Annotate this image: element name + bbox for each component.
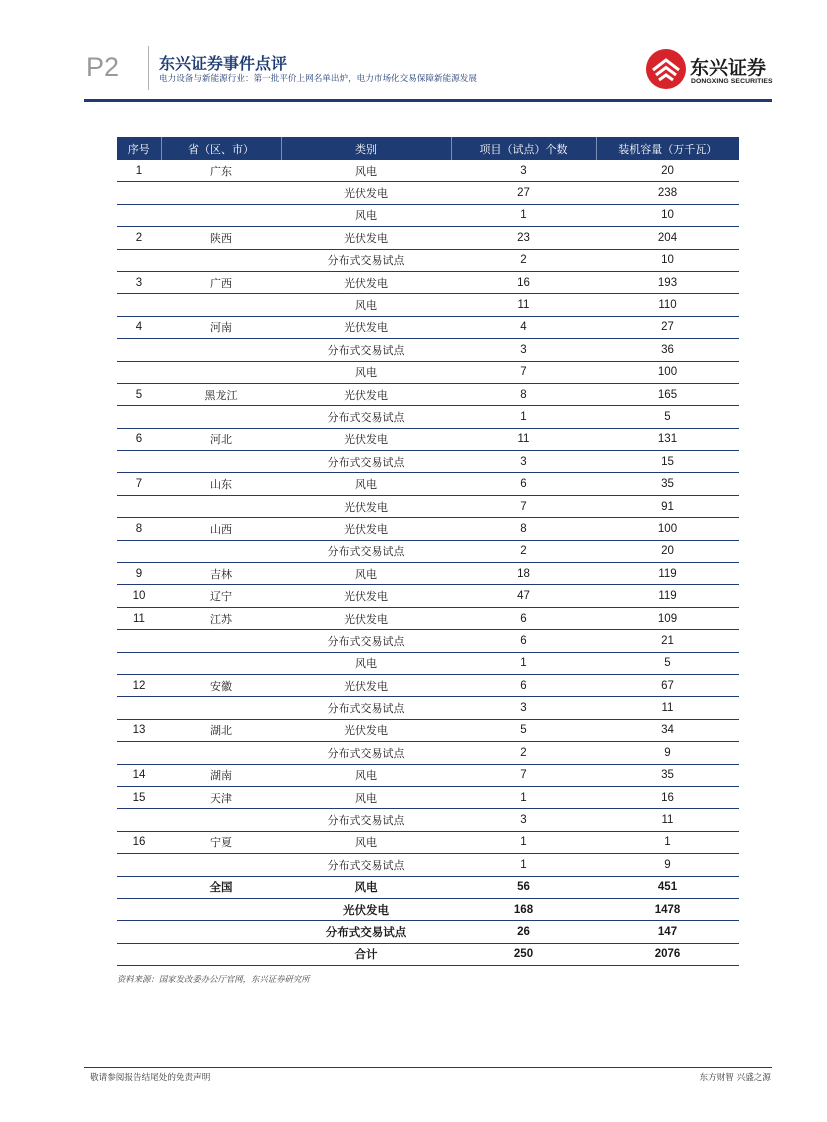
table-row: [117, 585, 739, 607]
summary-row: [117, 898, 739, 920]
cell-count: 1: [451, 786, 596, 808]
cell-capacity: 11: [596, 697, 739, 719]
cell-index: 3: [117, 271, 161, 293]
cell-province: 宁夏: [161, 831, 281, 853]
cell-index: 7: [117, 473, 161, 495]
cell-province: [161, 898, 281, 920]
cell-capacity: 16: [596, 786, 739, 808]
cell-capacity: 131: [596, 428, 739, 450]
cell-category: 光伏发电: [281, 585, 451, 607]
cell-category: 光伏发电: [281, 182, 451, 204]
cell-index: [117, 943, 161, 965]
cell-category: 风电: [281, 831, 451, 853]
cell-capacity: 9: [596, 742, 739, 764]
cell-category: 分布式交易试点: [281, 630, 451, 652]
cell-category: 光伏发电: [281, 495, 451, 517]
cell-index: [117, 361, 161, 383]
cell-province: [161, 182, 281, 204]
cell-category: 风电: [281, 786, 451, 808]
cell-count: 6: [451, 630, 596, 652]
cell-capacity: 20: [596, 160, 739, 182]
cell-index: [117, 249, 161, 271]
cell-count: 8: [451, 383, 596, 405]
cell-index: [117, 339, 161, 361]
cell-count: 8: [451, 518, 596, 540]
table-row: [117, 160, 739, 182]
cell-capacity: 193: [596, 271, 739, 293]
cell-capacity: 1478: [596, 898, 739, 920]
cell-capacity: 147: [596, 921, 739, 943]
cell-count: 2: [451, 249, 596, 271]
header-divider: [148, 46, 149, 90]
cell-province: [161, 294, 281, 316]
cell-capacity: 34: [596, 719, 739, 741]
cell-province: 江苏: [161, 607, 281, 629]
cell-province: 湖北: [161, 719, 281, 741]
summary-row: [117, 921, 739, 943]
header-rule: [84, 99, 772, 102]
cell-province: 黑龙江: [161, 383, 281, 405]
cell-capacity: 100: [596, 361, 739, 383]
cell-province: [161, 339, 281, 361]
footer-slogan: 东方财智 兴盛之源: [699, 1073, 771, 1083]
table-row: [117, 406, 739, 428]
cell-count: 5: [451, 719, 596, 741]
table-row: [117, 652, 739, 674]
cell-province: [161, 406, 281, 428]
cell-count: 2: [451, 742, 596, 764]
company-logo: [645, 48, 777, 90]
cell-province: [161, 249, 281, 271]
cell-capacity: 9: [596, 854, 739, 876]
table-row: [117, 204, 739, 226]
cell-capacity: 91: [596, 495, 739, 517]
cell-category: 分布式交易试点: [281, 854, 451, 876]
table-row: [117, 809, 739, 831]
cell-category: 分布式交易试点: [281, 921, 451, 943]
cell-count: 3: [451, 160, 596, 182]
cell-count: 250: [451, 943, 596, 965]
cell-category: 光伏发电: [281, 271, 451, 293]
cell-count: 6: [451, 473, 596, 495]
cell-category: 光伏发电: [281, 316, 451, 338]
cell-capacity: 11: [596, 809, 739, 831]
cell-capacity: 20: [596, 540, 739, 562]
col-header-index: 序号: [117, 137, 161, 160]
cell-count: 16: [451, 271, 596, 293]
cell-category: 风电: [281, 204, 451, 226]
cell-province: 河北: [161, 428, 281, 450]
report-subtitle: 电力设备与新能源行业：第一批平价上网名单出炉，电力市场化交易保障新能源发展: [159, 74, 477, 84]
table-row: [117, 697, 739, 719]
cell-category: 风电: [281, 764, 451, 786]
cell-index: 5: [117, 383, 161, 405]
cell-count: 3: [451, 339, 596, 361]
cell-count: 1: [451, 204, 596, 226]
table-row: [117, 630, 739, 652]
cell-capacity: 5: [596, 652, 739, 674]
cell-count: 1: [451, 854, 596, 876]
cell-capacity: 204: [596, 227, 739, 249]
project-table: [117, 137, 739, 966]
table-row: [117, 294, 739, 316]
cell-capacity: 2076: [596, 943, 739, 965]
cell-category: 风电: [281, 652, 451, 674]
cell-index: [117, 451, 161, 473]
table-row: [117, 227, 739, 249]
cell-index: [117, 204, 161, 226]
cell-index: [117, 854, 161, 876]
cell-index: 8: [117, 518, 161, 540]
table-row: [117, 719, 739, 741]
source-note: 资料来源：国家发改委办公厅官网，东兴证券研究所: [117, 974, 310, 984]
cell-category: 风电: [281, 563, 451, 585]
cell-category: 光伏发电: [281, 227, 451, 249]
cell-category: 分布式交易试点: [281, 742, 451, 764]
cell-category: 光伏发电: [281, 518, 451, 540]
cell-count: 6: [451, 607, 596, 629]
cell-province: 陕西: [161, 227, 281, 249]
cell-category: 风电: [281, 160, 451, 182]
cell-count: 7: [451, 764, 596, 786]
cell-count: 11: [451, 428, 596, 450]
cell-capacity: 100: [596, 518, 739, 540]
col-header-capacity: 装机容量（万千瓦）: [596, 137, 739, 160]
cell-province: [161, 921, 281, 943]
cell-category: 合计: [281, 943, 451, 965]
logo-text-en: DONGXING SECURITIES: [691, 78, 773, 85]
table-row: [117, 428, 739, 450]
table-row: [117, 182, 739, 204]
cell-count: 7: [451, 361, 596, 383]
cell-count: 2: [451, 540, 596, 562]
table-row: [117, 518, 739, 540]
cell-category: 风电: [281, 876, 451, 898]
cell-category: 分布式交易试点: [281, 451, 451, 473]
cell-index: 13: [117, 719, 161, 741]
cell-category: 分布式交易试点: [281, 809, 451, 831]
summary-row: [117, 876, 739, 898]
cell-capacity: 10: [596, 204, 739, 226]
cell-index: [117, 406, 161, 428]
cell-count: 27: [451, 182, 596, 204]
cell-index: [117, 742, 161, 764]
cell-index: 9: [117, 563, 161, 585]
col-header-count: 项目（试点）个数: [451, 137, 596, 160]
cell-count: 3: [451, 809, 596, 831]
cell-category: 分布式交易试点: [281, 540, 451, 562]
cell-index: [117, 809, 161, 831]
cell-capacity: 165: [596, 383, 739, 405]
cell-count: 4: [451, 316, 596, 338]
cell-category: 分布式交易试点: [281, 697, 451, 719]
table-row: [117, 451, 739, 473]
cell-capacity: 27: [596, 316, 739, 338]
cell-index: 2: [117, 227, 161, 249]
table-row: [117, 473, 739, 495]
cell-index: [117, 898, 161, 920]
cell-count: 3: [451, 451, 596, 473]
cell-province: [161, 652, 281, 674]
logo-mark-icon: [645, 48, 687, 90]
cell-index: [117, 630, 161, 652]
cell-category: 分布式交易试点: [281, 249, 451, 271]
table-row: [117, 540, 739, 562]
footer-rule: [84, 1067, 772, 1068]
cell-category: 分布式交易试点: [281, 339, 451, 361]
cell-capacity: 119: [596, 563, 739, 585]
cell-count: 3: [451, 697, 596, 719]
cell-index: [117, 495, 161, 517]
cell-province: [161, 204, 281, 226]
cell-index: [117, 921, 161, 943]
cell-index: 12: [117, 674, 161, 696]
page-number: P2: [86, 52, 120, 82]
col-header-category: 类别: [281, 137, 451, 160]
cell-index: 14: [117, 764, 161, 786]
cell-count: 26: [451, 921, 596, 943]
cell-province: [161, 630, 281, 652]
cell-province: 山西: [161, 518, 281, 540]
summary-row: [117, 943, 739, 965]
cell-category: 光伏发电: [281, 674, 451, 696]
cell-category: 风电: [281, 361, 451, 383]
cell-province: 河南: [161, 316, 281, 338]
cell-index: [117, 876, 161, 898]
cell-province: [161, 540, 281, 562]
cell-index: 15: [117, 786, 161, 808]
cell-province: 广东: [161, 160, 281, 182]
cell-capacity: 15: [596, 451, 739, 473]
table-row: [117, 831, 739, 853]
table-row: [117, 786, 739, 808]
cell-province: [161, 361, 281, 383]
cell-count: 47: [451, 585, 596, 607]
cell-category: 光伏发电: [281, 383, 451, 405]
cell-count: 7: [451, 495, 596, 517]
cell-index: [117, 652, 161, 674]
cell-category: 光伏发电: [281, 607, 451, 629]
cell-count: 56: [451, 876, 596, 898]
cell-count: 18: [451, 563, 596, 585]
cell-capacity: 35: [596, 473, 739, 495]
cell-index: 1: [117, 160, 161, 182]
report-title: 东兴证券事件点评: [159, 54, 288, 73]
table-row: [117, 271, 739, 293]
cell-capacity: 109: [596, 607, 739, 629]
table-row: [117, 316, 739, 338]
cell-capacity: 36: [596, 339, 739, 361]
cell-capacity: 110: [596, 294, 739, 316]
cell-province: 湖南: [161, 764, 281, 786]
cell-province: 天津: [161, 786, 281, 808]
footer-disclaimer: 敬请参阅报告结尾处的免责声明: [90, 1073, 211, 1083]
cell-province: [161, 495, 281, 517]
table-row: [117, 742, 739, 764]
cell-province: 辽宁: [161, 585, 281, 607]
cell-capacity: 21: [596, 630, 739, 652]
cell-capacity: 1: [596, 831, 739, 853]
cell-category: 风电: [281, 473, 451, 495]
cell-province: 全国: [161, 876, 281, 898]
cell-count: 168: [451, 898, 596, 920]
cell-index: [117, 697, 161, 719]
table-row: [117, 383, 739, 405]
cell-index: 4: [117, 316, 161, 338]
cell-capacity: 35: [596, 764, 739, 786]
cell-index: 16: [117, 831, 161, 853]
cell-province: 山东: [161, 473, 281, 495]
cell-province: [161, 809, 281, 831]
cell-category: 风电: [281, 294, 451, 316]
cell-index: 10: [117, 585, 161, 607]
cell-capacity: 5: [596, 406, 739, 428]
table-row: [117, 339, 739, 361]
cell-province: [161, 697, 281, 719]
cell-capacity: 119: [596, 585, 739, 607]
table-row: [117, 764, 739, 786]
cell-province: [161, 943, 281, 965]
cell-category: 光伏发电: [281, 428, 451, 450]
cell-count: 1: [451, 406, 596, 428]
cell-category: 光伏发电: [281, 898, 451, 920]
cell-capacity: 238: [596, 182, 739, 204]
cell-province: 吉林: [161, 563, 281, 585]
cell-province: [161, 451, 281, 473]
table-row: [117, 495, 739, 517]
table-row: [117, 361, 739, 383]
cell-category: 光伏发电: [281, 719, 451, 741]
table-row: [117, 563, 739, 585]
cell-capacity: 67: [596, 674, 739, 696]
cell-index: 6: [117, 428, 161, 450]
cell-count: 1: [451, 831, 596, 853]
table-row: [117, 249, 739, 271]
cell-count: 11: [451, 294, 596, 316]
cell-province: [161, 854, 281, 876]
col-header-province: 省（区、市）: [161, 137, 281, 160]
cell-count: 6: [451, 674, 596, 696]
cell-province: 安徽: [161, 674, 281, 696]
cell-capacity: 10: [596, 249, 739, 271]
cell-index: [117, 182, 161, 204]
table-header-row: [117, 137, 739, 160]
cell-count: 1: [451, 652, 596, 674]
table-row: [117, 607, 739, 629]
cell-index: [117, 540, 161, 562]
cell-province: 广西: [161, 271, 281, 293]
cell-count: 23: [451, 227, 596, 249]
cell-capacity: 451: [596, 876, 739, 898]
cell-index: 11: [117, 607, 161, 629]
logo-text-cn: 东兴证券: [690, 57, 767, 79]
cell-province: [161, 742, 281, 764]
cell-category: 分布式交易试点: [281, 406, 451, 428]
cell-index: [117, 294, 161, 316]
table-row: [117, 854, 739, 876]
table-row: [117, 674, 739, 696]
